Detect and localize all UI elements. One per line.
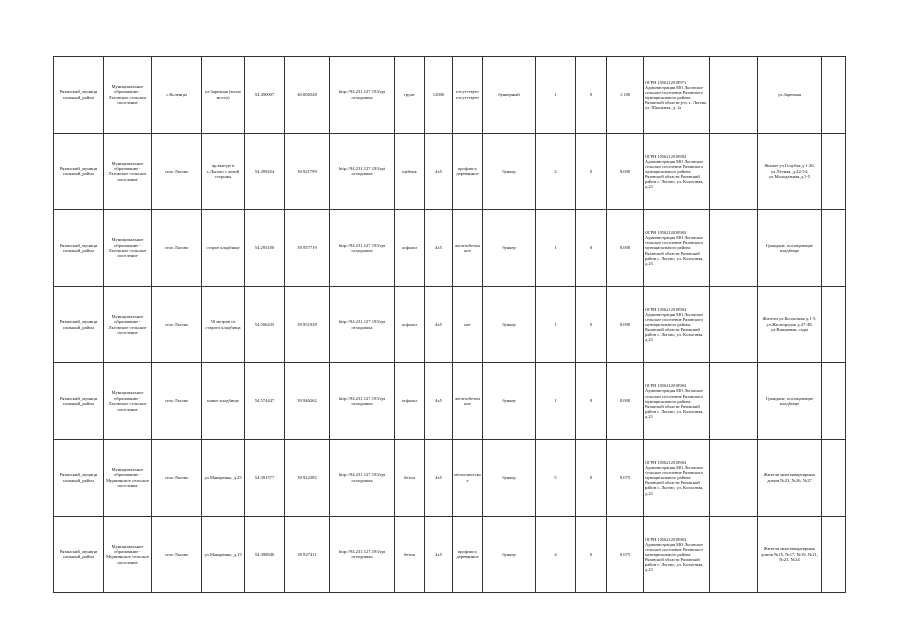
- fence-cell: железобетонное: [453, 363, 483, 440]
- volume-cell: 8,000: [607, 133, 644, 210]
- longitude-cell: 39.922385: [285, 439, 330, 516]
- owner-cell: ОГРН 1056212018984 Администрация МО Льговское сельское поселение Рязанского муниципального района Рязанской области Рязанский район с. Льгово, ул. Колхозная, д.23: [644, 286, 710, 363]
- owner-cell: ОГРН 1056212018984 Администрация МО Льговское сельское поселение Рязанского муниципального района Рязанской области Рязанский район с. Льгово, ул. Колхозная, д.23: [644, 133, 710, 210]
- district-cell: Рязанский_муници пальный_район: [54, 516, 104, 593]
- table-row: [54, 439, 846, 516]
- served-objects-cell: Жилые ул.Голубая д.1-20, ул.Лесная, д.42-54, ул.Молодежная д.1-5: [758, 133, 822, 210]
- served-objects-cell: Граждане, посещающие кладбище: [758, 210, 822, 287]
- settlement-cell: Муниципальное образование - Льговское сельское поселение: [104, 210, 152, 287]
- volume-cell: 8,000: [607, 210, 644, 287]
- area-cell: 4х5: [425, 516, 453, 593]
- empty-cell: [822, 210, 846, 287]
- latitude-cell: 54.506435: [245, 286, 285, 363]
- district-cell: Рязанский_муници пальный_район: [54, 210, 104, 287]
- latitude-cell: 54.499454: [245, 133, 285, 210]
- served-objects-cell: Жители многоквартирных домов №23, №26, №27: [758, 439, 822, 516]
- planned-count-cell: 0: [576, 210, 607, 287]
- planned-count-cell: 0: [576, 363, 607, 440]
- volume-cell: 8,000: [607, 286, 644, 363]
- empty-cell: [822, 286, 846, 363]
- area-cell: 4х5: [425, 286, 453, 363]
- table-row: [54, 210, 846, 287]
- settlement-cell: Муниципальное образование - Мурминское сельское поселение: [104, 439, 152, 516]
- locality-cell: село Льгово: [152, 439, 202, 516]
- district-cell: Рязанский_муници пальный_район: [54, 286, 104, 363]
- surface-cell: бетон: [395, 439, 425, 516]
- container-count-cell: 1: [536, 363, 576, 440]
- fence-cell: нет: [453, 286, 483, 363]
- container-type-cell: бункерный: [483, 57, 536, 134]
- longitude-cell: 40.006528: [285, 57, 330, 134]
- surface-cell: бетон: [395, 516, 425, 593]
- planned-count-cell: 0: [576, 57, 607, 134]
- settlement-cell: Муниципальное образование - Льговское сельское поселение: [104, 363, 152, 440]
- empty-cell: [710, 516, 758, 593]
- waste-sites-table: [53, 56, 846, 593]
- address-cell: 50 метров от старого кладбища: [202, 286, 245, 363]
- empty-cell: [822, 363, 846, 440]
- address-cell: пр.выезде в с.Льгово с левой стороны: [202, 133, 245, 210]
- map-link-cell: http://94.231.127.193/rpt отходишка: [330, 439, 395, 516]
- planned-count-cell: 0: [576, 439, 607, 516]
- area-cell: 12000: [425, 57, 453, 134]
- longitude-cell: 39.921799: [285, 133, 330, 210]
- served-objects-cell: Жители многоквартирных домов №15, №17, №19, №21, №23, №24: [758, 516, 822, 593]
- area-cell: 4х5: [425, 133, 453, 210]
- empty-cell: [822, 133, 846, 210]
- empty-cell: [822, 439, 846, 516]
- empty-cell: [710, 133, 758, 210]
- fence-cell: металлическое: [453, 439, 483, 516]
- table-row: [54, 363, 846, 440]
- container-count-cell: 1: [536, 286, 576, 363]
- owner-cell: ОГРН 1056212018984 Администрация МО Льговское сельское поселение Рязанского муниципального района Рязанской области Рязанский район с. Льгово, ул. Колхозная, д.23: [644, 516, 710, 593]
- locality-cell: село Льгово: [152, 286, 202, 363]
- table-row: [54, 133, 846, 210]
- fence-cell: железобетонное: [453, 210, 483, 287]
- volume-cell: 8,000: [607, 363, 644, 440]
- area-cell: 4х5: [425, 439, 453, 516]
- surface-cell: щебень: [395, 133, 425, 210]
- container-count-cell: 2: [536, 133, 576, 210]
- served-objects-cell: Граждане, посещающие кладбище: [758, 363, 822, 440]
- empty-cell: [710, 286, 758, 363]
- address-cell: старое кладбище: [202, 210, 245, 287]
- address-cell: новое кладбище: [202, 363, 245, 440]
- container-type-cell: бункер: [483, 516, 536, 593]
- area-cell: 4х5: [425, 363, 453, 440]
- container-type-cell: бункер: [483, 210, 536, 287]
- container-type-cell: бункер: [483, 133, 536, 210]
- planned-count-cell: 0: [576, 516, 607, 593]
- map-link-cell: http://94.231.127.193/rpt отходишка: [330, 57, 395, 134]
- volume-cell: 0,075: [607, 516, 644, 593]
- planned-count-cell: 0: [576, 286, 607, 363]
- latitude-cell: 54.398840: [245, 516, 285, 593]
- map-link-cell: http://94.231.127.193/rpt отходишка: [330, 363, 395, 440]
- map-link-cell: http://94.231.127.193/rpt отходишка: [330, 210, 395, 287]
- container-type-cell: бункер: [483, 286, 536, 363]
- fence-cell: профлист, деревянное: [453, 133, 483, 210]
- locality-cell: село Льгово: [152, 363, 202, 440]
- map-link-cell: http://94.231.127.193/rpt отходишка: [330, 286, 395, 363]
- table-row: [54, 286, 846, 363]
- district-cell: Рязанский_муници пальный_район: [54, 363, 104, 440]
- settlement-cell: Муниципальное образование - Льговское сельское поселение: [104, 57, 152, 134]
- map-link-cell: http://94.231.127.193/rpt отходишка: [330, 133, 395, 210]
- empty-cell: [710, 210, 758, 287]
- owner-cell: ОГРН 1056212018984 Администрация МО Льговское сельское поселение Рязанского муниципального района Рязанской области Рязанский район с. Льгово, ул. Колхозная, д.23: [644, 210, 710, 287]
- longitude-cell: 39.927411: [285, 516, 330, 593]
- container-count-cell: 4: [536, 516, 576, 593]
- container-count-cell: 1: [536, 210, 576, 287]
- surface-cell: асфальт: [395, 210, 425, 287]
- empty-cell: [710, 363, 758, 440]
- locality-cell: село Льгово: [152, 210, 202, 287]
- volume-cell: 0,075: [607, 439, 644, 516]
- map-link-cell: http://94.231.127.193/rpt отходишка: [330, 516, 395, 593]
- owner-cell: ОГРН 1056212018984 Администрация МО Льговское сельское поселение Рязанского муниципального района Рязанской области Рязанский район с. Льгово, ул. Колхозная, д.23: [644, 363, 710, 440]
- locality-cell: село Льгово: [152, 516, 202, 593]
- longitude-cell: 39.951038: [285, 286, 330, 363]
- locality-cell: село Льгово: [152, 133, 202, 210]
- locality-cell: с.Коленцы: [152, 57, 202, 134]
- settlement-cell: Муниципальное образование - Льговское сельское поселение: [104, 133, 152, 210]
- table-body: [54, 57, 846, 593]
- empty-cell: [710, 439, 758, 516]
- served-objects-cell: ул.Заречная: [758, 57, 822, 134]
- longitude-cell: 39.946262: [285, 363, 330, 440]
- district-cell: Рязанский_муници пальный_район: [54, 439, 104, 516]
- container-count-cell: 5: [536, 439, 576, 516]
- owner-cell: ОГРН 1056212018973 Администрация МО Льговское сельское поселение Рязанского муниципального района Рязанской области р-н, с. Льгово, ул. Школьная, д. 1а: [644, 57, 710, 134]
- district-cell: Рязанский_муници пальный_район: [54, 133, 104, 210]
- area-cell: 4х5: [425, 210, 453, 287]
- container-type-cell: бункер: [483, 363, 536, 440]
- latitude-cell: 54.391577: [245, 439, 285, 516]
- longitude-cell: 39.957719: [285, 210, 330, 287]
- container-count-cell: 1: [536, 57, 576, 134]
- served-objects-cell: Жители ул.Колхозная д.1-5, ул.Жилгородок д.47-48, ул.Вишневая, сады: [758, 286, 822, 363]
- latitude-cell: 54.490007: [245, 57, 285, 134]
- empty-cell: [822, 57, 846, 134]
- surface-cell: грунт: [395, 57, 425, 134]
- planned-count-cell: 0: [576, 133, 607, 210]
- owner-cell: ОГРН 1056212018984 Администрация МО Льговское сельское поселение Рязанского муниципального района Рязанской области Рязанский район с. Льгово, ул. Колхозная, д.23: [644, 439, 710, 516]
- settlement-cell: Муниципальное образование - Льговское сельское поселение: [104, 286, 152, 363]
- latitude-cell: 54.574447: [245, 363, 285, 440]
- empty-cell: [710, 57, 758, 134]
- latitude-cell: 54.293100: [245, 210, 285, 287]
- table-row: [54, 516, 846, 593]
- table-row: [54, 57, 846, 134]
- district-cell: Рязанский_муници пальный_район: [54, 57, 104, 134]
- fence-cell: профлист, деревянное: [453, 516, 483, 593]
- volume-cell: 1,100: [607, 57, 644, 134]
- fence-cell: отсутствует отсутствует: [453, 57, 483, 134]
- container-type-cell: бункер: [483, 439, 536, 516]
- surface-cell: асфальт: [395, 286, 425, 363]
- settlement-cell: Муниципальное образование - Мурминское сельское поселение: [104, 516, 152, 593]
- address-cell: ул.Макаренко, д.25: [202, 439, 245, 516]
- address-cell: ул.Макаренко, д.15: [202, 516, 245, 593]
- surface-cell: асфальт: [395, 363, 425, 440]
- empty-cell: [822, 516, 846, 593]
- address-cell: ул.Заречная (возле моста): [202, 57, 245, 134]
